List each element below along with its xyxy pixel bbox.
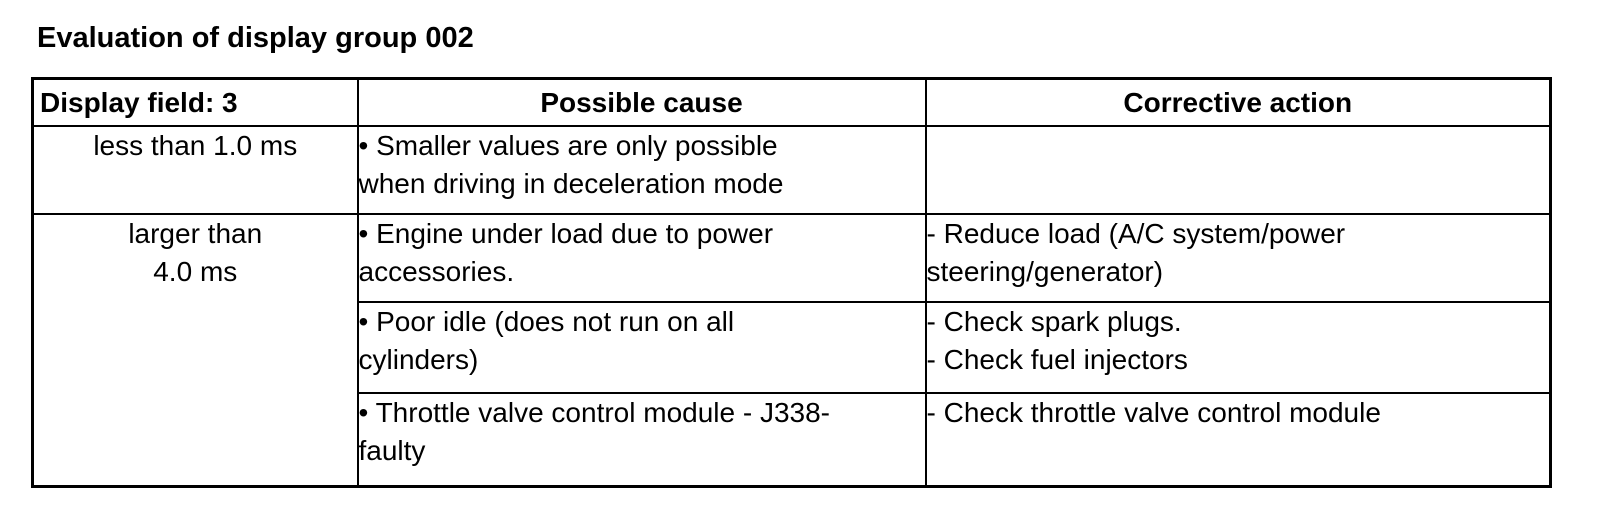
cause-cell <box>358 393 926 487</box>
action-cell-empty <box>926 126 1551 214</box>
range-cell <box>33 126 358 214</box>
action-cell <box>926 302 1551 393</box>
cause-cell <box>358 126 926 214</box>
action-cell <box>926 393 1551 487</box>
action-text: steering/generator) <box>926 256 1164 287</box>
header-display-field: Display field: 3 <box>33 79 358 127</box>
cause-text: cylinders) <box>358 344 479 375</box>
cause-text: when driving in deceleration mode <box>358 168 784 199</box>
action-text: - Check throttle valve control module <box>926 397 1381 428</box>
action-text: - Reduce load (A/C system/power <box>926 218 1346 249</box>
evaluation-table <box>31 77 1552 488</box>
table-header-row <box>33 79 1551 127</box>
cause-text: • Engine under load due to power <box>358 218 774 249</box>
header-corrective-action: Corrective action <box>926 79 1551 127</box>
range-text: 4.0 ms <box>153 256 238 287</box>
range-text: larger than <box>128 218 263 249</box>
range-text: less than 1.0 ms <box>93 130 298 161</box>
table-row <box>33 214 1551 302</box>
cause-text: • Poor idle (does not run on all <box>358 306 735 337</box>
action-text: - Check spark plugs. <box>926 306 1182 337</box>
page-title: Evaluation of display group 002 <box>37 22 474 54</box>
range-cell <box>33 214 358 487</box>
header-possible-cause: Possible cause <box>358 79 926 127</box>
cause-text: faulty <box>358 435 426 466</box>
cause-cell <box>358 302 926 393</box>
cause-text: • Smaller values are only possible <box>358 130 778 161</box>
action-text: - Check fuel injectors <box>926 344 1188 375</box>
action-cell <box>926 214 1551 302</box>
cause-text: • Throttle valve control module - J338- <box>358 397 831 428</box>
cause-text: accessories. <box>358 256 515 287</box>
cause-cell <box>358 214 926 302</box>
table-row <box>33 126 1551 214</box>
